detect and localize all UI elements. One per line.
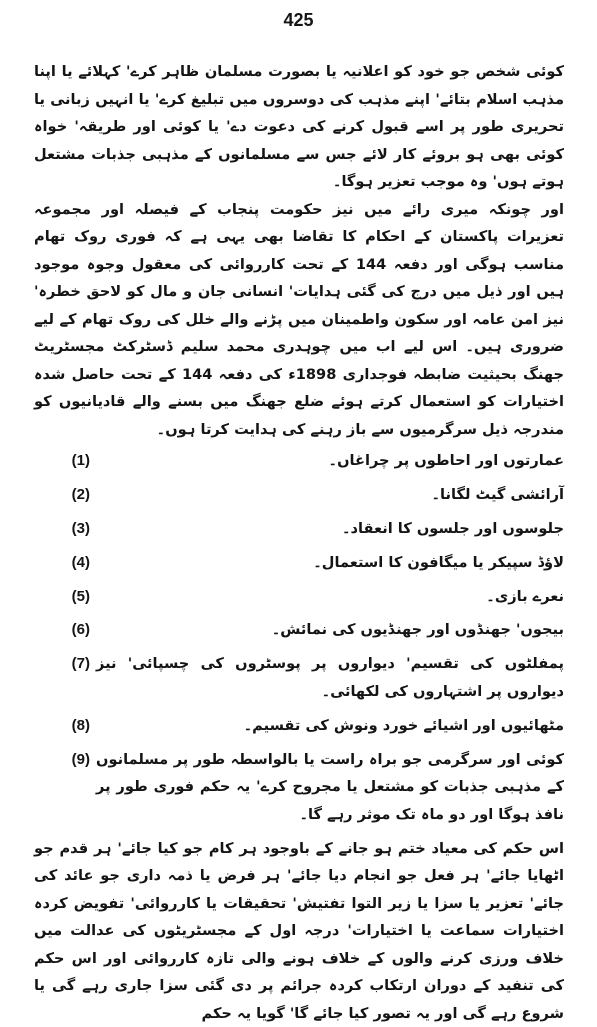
list-item-number: (7) xyxy=(71,655,90,673)
list-item-number: (2) xyxy=(71,485,90,503)
list-item-text: بیجوں' جھنڈوں اور جھنڈیوں کی نمائش۔ xyxy=(271,621,564,639)
list-item-number: (6) xyxy=(71,621,90,639)
list-item-number: (4) xyxy=(71,553,90,571)
list-item xyxy=(34,650,564,705)
list-item xyxy=(34,746,564,829)
list-item-number: (3) xyxy=(71,519,90,537)
list-item-text: لاؤڈ سپیکر یا میگافون کا استعمال۔ xyxy=(313,553,564,571)
list-item xyxy=(34,515,564,543)
paragraph-order-validity: اس حکم کی معیاد ختم ہو جانے کے باوجود ہر کام جو کیا جائے' ہر قدم جو اٹھایا جائے' ہر فعل جو انجام دیا جائے' ہر فرض یا ذمہ داری جو عائد کی جائے' تعزیر یا سزا یا زیر التوا تفتیش' تحقیقات یا کارروائی' تفویض کردہ اختیارات سماعت یا اختیارات' درجہ اول کے مجسٹریٹوں کی عدالت میں خلاف ورزی کرنے والوں کے خلاف ہونے والی تازہ کارروائی اور اس حکم کی تنفید کے دوران ارتکاب کردہ جرائم پر دی گئی سزا جاری رہے گی یا شروع رہے گی اور یہ تصور کیا جائے گا' گویا یہ حکم xyxy=(34,839,564,1022)
page-number: 425 xyxy=(283,10,314,30)
list-item-text: عمارتوں اور احاطوں پر چراغاں۔ xyxy=(328,452,564,469)
paragraph-prohibited-acts: کوئی شخص جو خود کو اعلانیہ یا بصورت مسلمان ظاہر کرے' کہلائے یا اپنا مذہب اسلام بتائے' اپنے مذہب کی دوسروں میں تبلیغ کرے' یا انہیں زبانی یا تحریری طور پر اسے قبول کرنے کی دعوت دے' یا کوئی اور طریقہ' خواہ کوئی بھی ہو بروئے کار لائے جس سے مسلمانوں کے مذہبی جذبات مشتعل ہوتے ہوں' وہ موجب تعزیر ہوگا۔ xyxy=(34,63,564,190)
list-item xyxy=(34,616,564,644)
document-body xyxy=(34,58,564,1027)
prohibited-activities-list xyxy=(34,447,564,828)
list-item-text: آرائشی گیٹ لگانا۔ xyxy=(431,485,564,503)
list-item-number: (1) xyxy=(71,452,90,469)
list-item xyxy=(34,447,564,475)
list-item xyxy=(34,583,564,611)
list-item-text: نعرے بازی۔ xyxy=(486,587,564,605)
list-item-text: جلوسوں اور جلسوں کا انعقاد۔ xyxy=(341,519,564,537)
list-item-number: (9) xyxy=(71,750,90,768)
list-item-text: مٹھائیوں اور اشیائے خورد ونوش کی تقسیم۔ xyxy=(243,716,564,734)
list-item-text: پمفلٹوں کی تقسیم' دیواروں پر پوسٹروں کی چسپائی' نیز دیواروں پر اشتہاروں کی لکھائی۔ xyxy=(96,655,564,700)
list-item xyxy=(34,481,564,509)
list-item xyxy=(34,549,564,577)
list-item-text: کوئی اور سرگرمی جو براہ راست یا بالواسطہ طور پر مسلمانوں کے مذہبی جذبات کو مشتعل یا مجروح کرے' یہ حکم فوری طور پر نافذ ہوگا اور دو ماہ تک موثر رہے گا۔ xyxy=(96,750,564,823)
list-item xyxy=(34,712,564,740)
list-item-number: (8) xyxy=(71,716,90,734)
list-item-number: (5) xyxy=(71,587,90,605)
paragraph-order-directive: اور چونکہ میری رائے میں نیز حکومت پنجاب کے فیصلہ اور مجموعہ تعزیرات پاکستان کے احکام کا تقاضا بھی یہی ہے کہ فوری روک تھام مناسب ہوگی اور دفعہ 144 کے تحت کارروائی کی معقول وجوہ موجود ہیں اور ذیل میں درج کی گئی ہدایات' انسانی جان و مال کو لاحق خطرہ' نیز امن عامہ اور سکون واطمینان میں پڑنے والے خلل کی روک تھام کے لیے ضروری ہیں۔ اس لیے اب میں چوہدری محمد سلیم ڈسٹرکٹ مجسٹریٹ جھنگ بحیثیت ضابطہ فوجداری 1898ء کی دفعہ 144 کے تحت حاصل شدہ اختیارات کو استعمال کرتے ہوئے ضلع جھنگ میں بسنے والے قادیانیوں کو مندرجہ ذیل سرگرمیوں سے باز رہنے کی ہدایت کرتا ہوں۔ xyxy=(34,200,565,438)
